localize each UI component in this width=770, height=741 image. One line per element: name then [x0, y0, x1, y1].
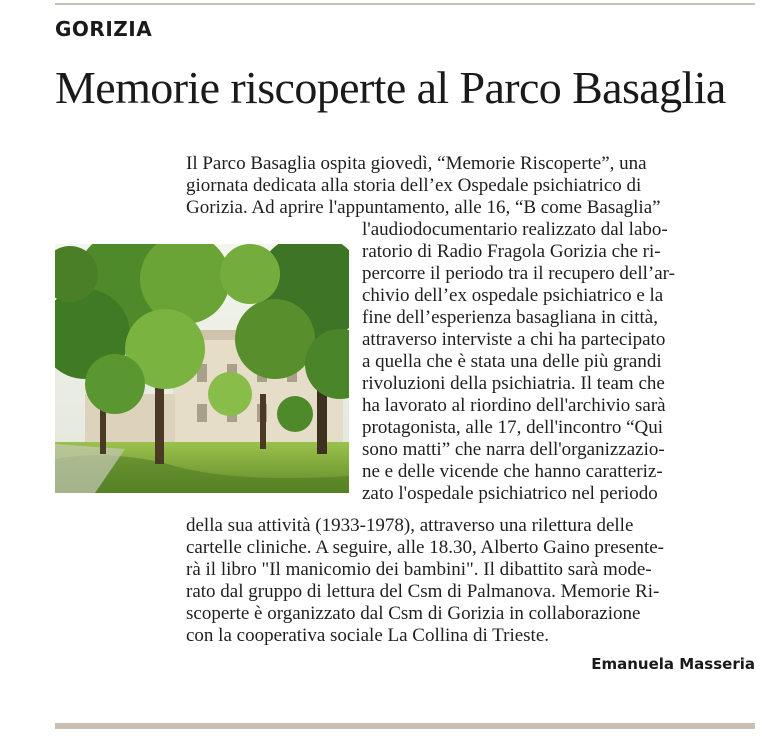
body-line: Il Parco Basaglia ospita giovedì, “Memorie Riscoperte”, una	[186, 153, 647, 174]
body-line: con la cooperativa sociale La Collina di Trieste.	[186, 625, 550, 646]
body-line: a quella che è stata una delle più grandi	[362, 351, 662, 372]
headline: Memorie riscoperte al Parco Basaglia	[55, 62, 726, 113]
body-line: l'audiodocumentario realizzato dal labo-	[362, 219, 668, 240]
body-line: cartelle cliniche. A seguire, alle 18.30, Alberto Gaino presente-	[186, 537, 664, 558]
body-line: percorre il periodo tra il recupero dell’ar-	[362, 263, 675, 284]
body-line: chivio dell’ex ospedale psichiatrico e la	[362, 285, 664, 306]
body-line: rivoluzioni della psichiatria. Il team che	[362, 373, 665, 394]
body-line: Gorizia. Ad aprire l'appuntamento, alle 16, “B come Basaglia”	[186, 197, 661, 218]
article-photo	[55, 244, 349, 493]
byline: Emanuela Masseria	[591, 655, 755, 673]
body-line: sono matti” che narra dell'organizzazio-	[362, 439, 665, 460]
body-line: fine dell’esperienza basagliana in città,	[362, 307, 658, 328]
body-line: protagonista, alle 17, dell'incontro “Qui	[362, 417, 664, 438]
body-line: zato l'ospedale psichiatrico nel periodo	[362, 483, 658, 504]
body-line: della sua attività (1933-1978), attraverso una rilettura delle	[186, 515, 634, 536]
section-kicker: GORIZIA	[55, 17, 153, 41]
body-line: ratorio di Radio Fragola Gorizia che ri-	[362, 241, 661, 262]
body-line: ha lavorato al riordino dell'archivio sarà	[362, 395, 666, 416]
top-rule	[55, 3, 755, 5]
body-line: rà il libro "Il manicomio dei bambini". Il dibattito sarà mode-	[186, 559, 652, 580]
bottom-rule	[55, 723, 755, 729]
body-line: scoperte è organizzato dal Csm di Gorizia in collaborazione	[186, 603, 641, 624]
body-line: rato dal gruppo di lettura del Csm di Palmanova. Memorie Ri-	[186, 581, 660, 602]
body-line: giornata dedicata alla storia dell’ex Ospedale psichiatrico di	[186, 175, 642, 196]
body-line: ne e delle vicende che hanno caratteriz-	[362, 461, 663, 482]
body-line: attraverso interviste a chi ha partecipato	[362, 329, 666, 350]
